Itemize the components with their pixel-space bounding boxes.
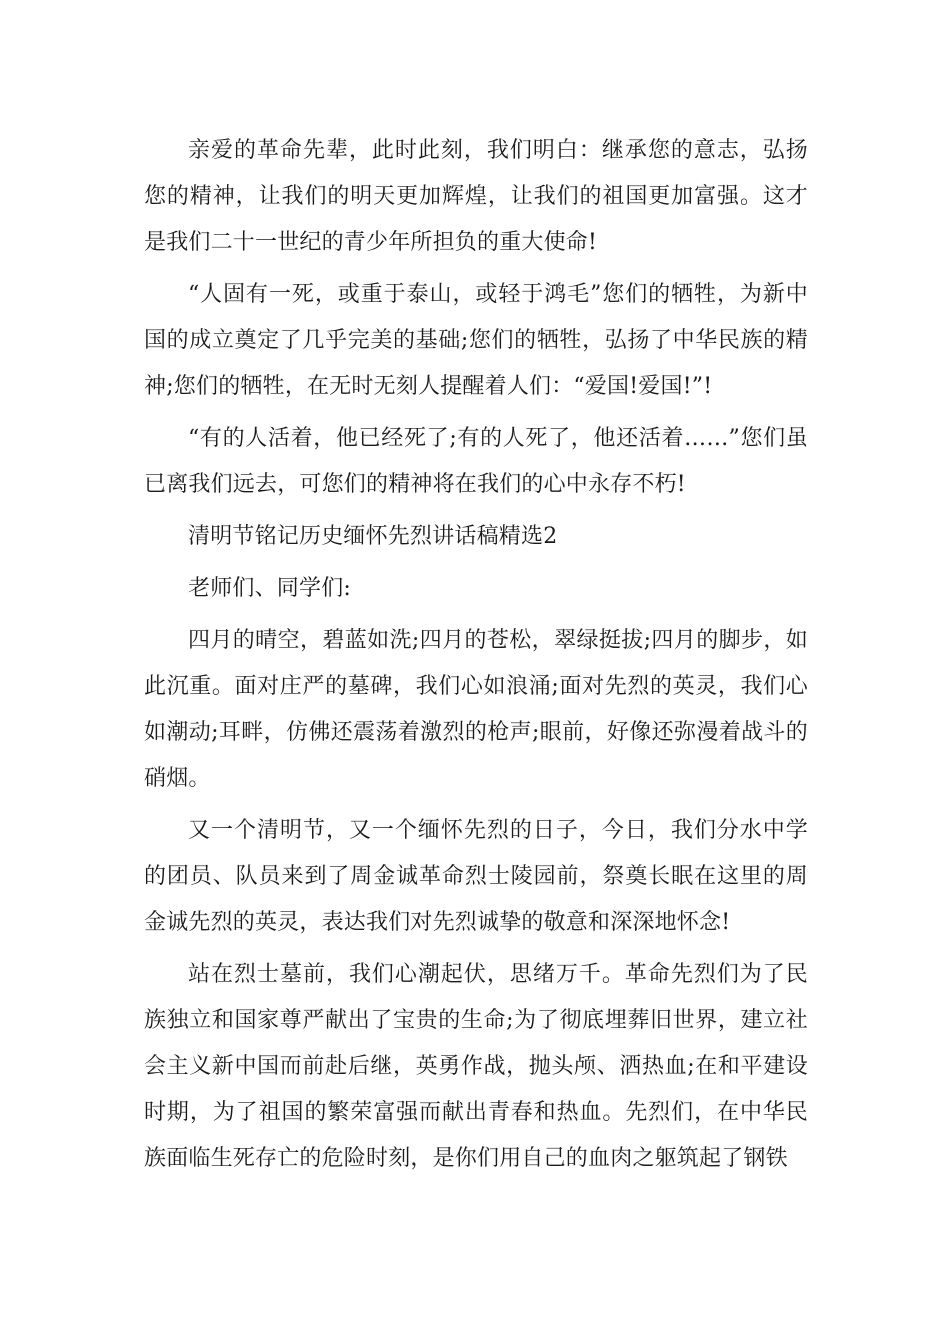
paragraph-2: “人固有一死，或重于泰山，或轻于鸿毛”您们的牺牲，为新中国的成立奠定了几乎完美的基础;您们的牺牲，弘扬了中华民族的精神;您们的牺牲，在无时无刻人提醒着人们：“爱国!爱国!”! bbox=[144, 282, 808, 399]
paragraph-6: 四月的晴空，碧蓝如洗;四月的苍松，翠绿挺拔;四月的脚步，如此沉重。面对庄严的墓碑，我们心如浪涌;面对先烈的英灵，我们心如潮动;耳畔，仿佛还震荡着激烈的枪声;眼前，好像还弥漫着战斗的硝烟。 bbox=[144, 628, 808, 791]
paragraph-1: 亲爱的革命先辈，此时此刻，我们明白：继承您的意志，弘扬您的精神，让我们的明天更加辉煌，让我们的祖国更加富强。这才是我们二十一世纪的青少年所担负的重大使命! bbox=[144, 138, 808, 255]
paragraph-3: “有的人活着，他已经死了;有的人死了，他还活着……”您们虽已离我们远去，可您们的精神将在我们的心中永存不朽! bbox=[144, 426, 808, 497]
salutation: 老师们、同学们: bbox=[188, 576, 352, 601]
paragraph-7: 又一个清明节，又一个缅怀先烈的日子，今日，我们分水中学的团员、队员来到了周金诚革命烈士陵园前，祭奠长眠在这里的周金诚先烈的英灵，表达我们对先烈诚挚的敬意和深深地怀念! bbox=[144, 818, 808, 935]
document-body bbox=[144, 128, 808, 1182]
section-heading: 清明节铭记历史缅怀先烈讲话稿精选2 bbox=[188, 524, 558, 549]
paragraph-8: 站在烈士墓前，我们心潮起伏，思绪万千。革命先烈们为了民族独立和国家尊严献出了宝贵的生命;为了彻底埋葬旧世界，建立社会主义新中国而前赴后继，英勇作战，抛头颅、洒热血;在和平建设时期，为了祖国的繁荣富强而献出青春和热血。先烈们，在中华民族面临生死存亡的危险时刻，是你们用自己的血肉之躯筑起了钢铁 bbox=[144, 962, 808, 1171]
